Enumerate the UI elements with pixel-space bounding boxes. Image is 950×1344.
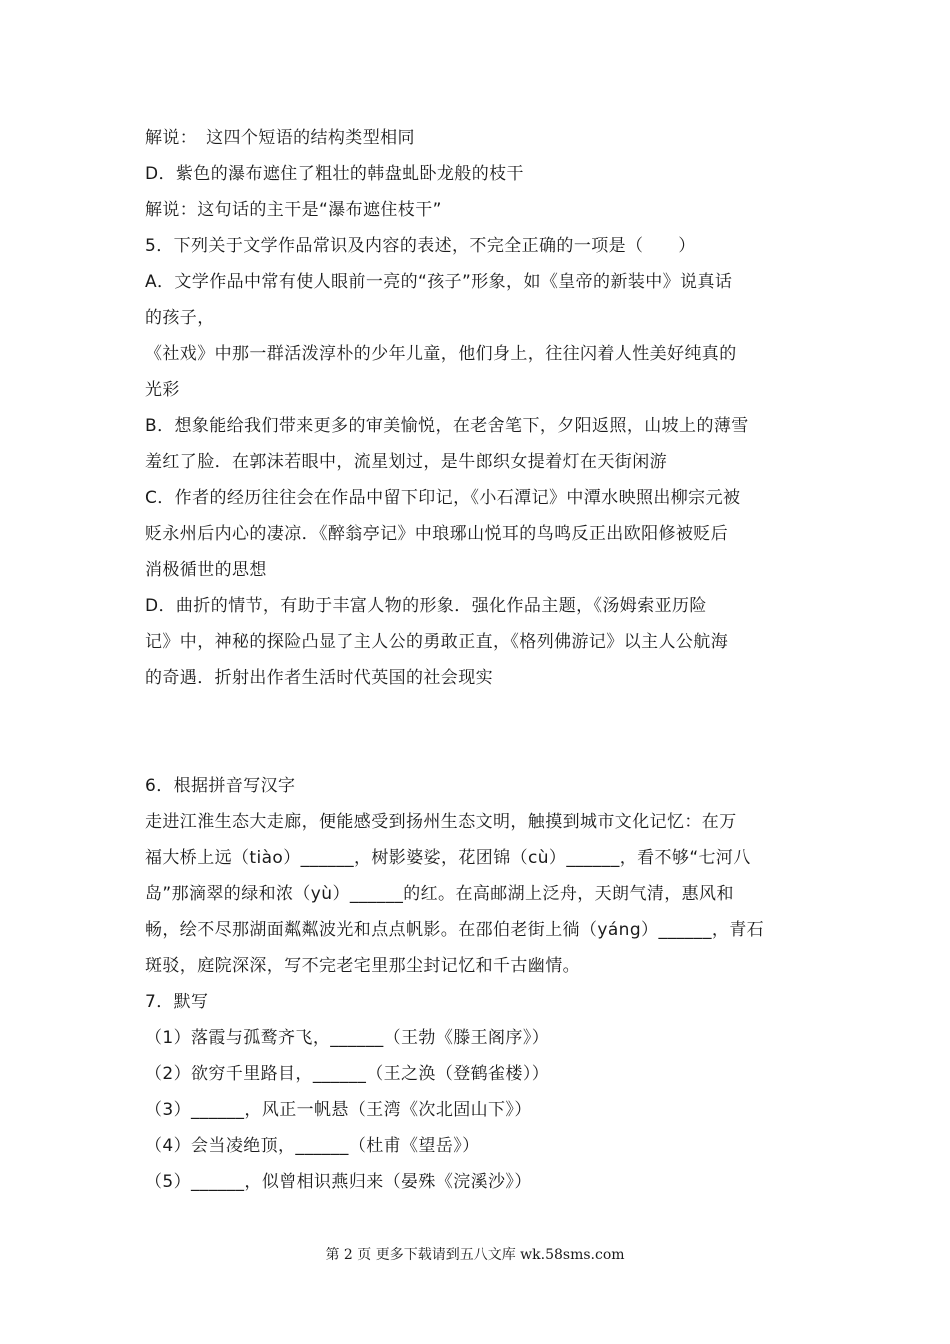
section-gap — [145, 696, 815, 768]
text-line: 羞红了脸．在郭沫若眼中，流星划过，是牛郎织女提着灯在天街闲游 — [145, 452, 667, 472]
text-line: 光彩 — [145, 380, 180, 400]
text-line: A．文学作品中常有使人眼前一亮的“孩子”形象，如《皇帝的新装中》说真话 — [145, 272, 733, 292]
text-line: 斑驳，庭院深深，写不完老宅里那尘封记忆和千古幽情。 — [145, 956, 580, 976]
document-page — [145, 120, 815, 1200]
text-line: （4）会当凌绝顶，______（杜甫《望岳》） — [145, 1136, 480, 1156]
text-line: 的奇遇．折射出作者生活时代英国的社会现实 — [145, 668, 493, 688]
text-line: 消极循世的思想 — [145, 560, 267, 580]
text-line: 解说：这句话的主干是“瀑布遮住枝干” — [145, 200, 442, 220]
text-line: 岛”那滴翠的绿和浓（yù）______的红。在高邮湖上泛舟，天朗气清，惠风和 — [145, 884, 734, 904]
text-line: 《社戏》中那一群活泼淳朴的少年儿童，他们身上，往往闪着人性美好纯真的 — [145, 344, 737, 364]
text-line: （2）欲穷千里路目，______（王之涣（登鹤雀楼）） — [145, 1064, 550, 1084]
text-line: B．想象能给我们带来更多的审美愉悦，在老舍笔下，夕阳返照，山坡上的薄雪 — [145, 416, 749, 436]
text-line: 记》中，神秘的探险凸显了主人公的勇敢正直，《格列佛游记》以主人公航海 — [145, 632, 729, 652]
text-line: （1）落霞与孤鹜齐飞，______（王勃《滕王阁序》） — [145, 1028, 550, 1048]
question-5-title: 5．下列关于文学作品常识及内容的表述，不完全正确的一项是（ ） — [145, 236, 696, 256]
question-6-title: 6．根据拼音写汉字 — [145, 776, 296, 796]
text-line: 的孩子， — [145, 308, 215, 328]
text-line: 解说： 这四个短语的结构类型相同 — [145, 128, 415, 148]
text-line: 畅，绘不尽那湖面粼粼波光和点点帆影。在邵伯老街上徜（yáng）______，青石 — [145, 920, 765, 940]
text-line: D．曲折的情节，有助于丰富人物的形象．强化作品主题，《汤姆索亚历险 — [145, 596, 707, 616]
text-line: （3）______，风正一帆悬（王湾《次北固山下》） — [145, 1100, 532, 1120]
question-7-title: 7．默写 — [145, 992, 209, 1012]
text-line: C．作者的经历往往会在作品中留下印记，《小石潭记》中潭水映照出柳宗元被 — [145, 488, 741, 508]
text-line: 贬永州后内心的凄凉．《醉翁亭记》中琅琊山悦耳的鸟鸣反正出欧阳修被贬后 — [145, 524, 729, 544]
page-footer: 第 2 页 更多下载请到五八文库 wk.58sms.com — [325, 1247, 625, 1263]
text-line: （5）______，似曾相识燕归来（晏殊《浣溪沙》） — [145, 1172, 532, 1192]
text-line: D．紫色的瀑布遮住了粗壮的韩盘虬卧龙般的枝干 — [145, 164, 524, 184]
text-line: 福大桥上远（tiào）______，树影婆娑，花团锦（cù）______，看不够“七河八 — [145, 848, 751, 868]
text-line: 走进江淮生态大走廊，便能感受到扬州生态文明，触摸到城市文化记忆：在万 — [145, 812, 737, 832]
